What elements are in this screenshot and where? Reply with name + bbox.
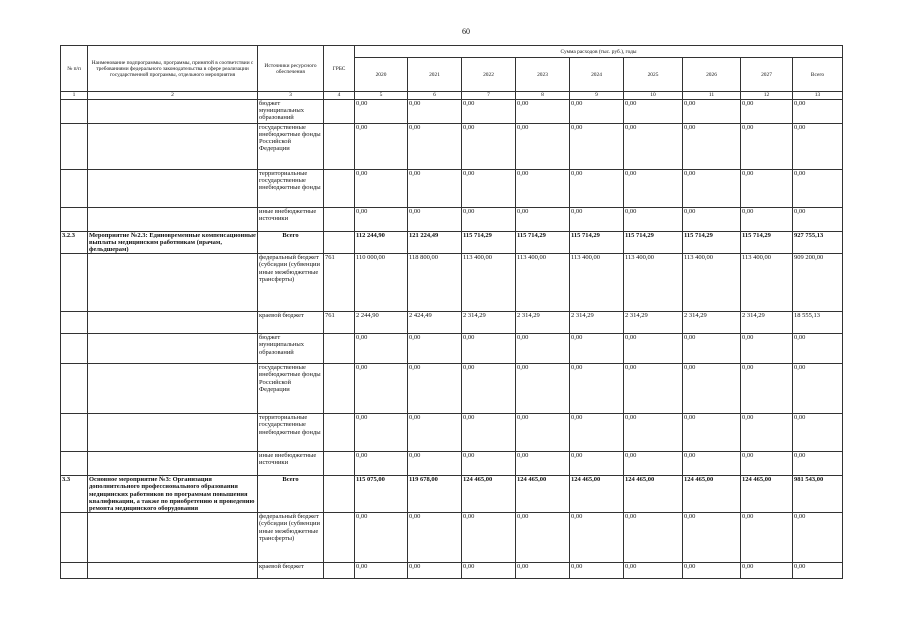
row-value-cell: 113 400,00 [570, 254, 624, 312]
row-grbs-cell [324, 169, 355, 207]
table-row [61, 452, 843, 476]
row-grbs-cell [324, 123, 355, 169]
row-source-cell: краевой бюджет [258, 312, 324, 334]
row-grbs-cell [324, 207, 355, 231]
column-number: 3 [258, 92, 324, 100]
header-grbs: ГРБС [324, 46, 355, 92]
page-number: 60 [462, 27, 470, 36]
row-grbs-cell: 761 [324, 312, 355, 334]
row-value-cell: 2 314,29 [516, 312, 570, 334]
row-value-cell: 0,00 [462, 207, 516, 231]
row-value-cell: 124 465,00 [741, 476, 793, 513]
row-name-cell [88, 513, 258, 563]
table-row [61, 513, 843, 563]
row-value-cell: 927 755,13 [793, 231, 843, 254]
column-number: 10 [624, 92, 683, 100]
column-number: 4 [324, 92, 355, 100]
table-row [61, 414, 843, 452]
header-name: Наименование подпрограммы, программы, принятой в соответствии с требованиями федерального законодательства в сфере реализации государственной программы, отдельного мероприятия [88, 46, 258, 92]
row-name-cell [88, 123, 258, 169]
row-value-cell: 0,00 [408, 452, 462, 476]
row-value-cell: 0,00 [570, 513, 624, 563]
row-value-cell: 0,00 [741, 99, 793, 123]
row-value-cell: 0,00 [462, 123, 516, 169]
table-row [61, 99, 843, 123]
row-value-cell: 0,00 [462, 169, 516, 207]
row-name-cell [88, 414, 258, 452]
row-value-cell: 0,00 [516, 563, 570, 579]
row-value-cell: 0,00 [793, 414, 843, 452]
header-num: № п/п [61, 46, 88, 92]
row-num-cell: 3.2.3 [61, 231, 88, 254]
row-value-cell: 0,00 [624, 452, 683, 476]
row-value-cell: 0,00 [570, 169, 624, 207]
table-row [61, 207, 843, 231]
row-value-cell: 0,00 [741, 513, 793, 563]
row-num-cell [61, 207, 88, 231]
column-number: 9 [570, 92, 624, 100]
row-value-cell: 0,00 [355, 513, 408, 563]
row-grbs-cell [324, 476, 355, 513]
row-value-cell: 0,00 [355, 334, 408, 364]
row-source-cell: бюджет муниципальных образований [258, 99, 324, 123]
row-value-cell: 0,00 [516, 169, 570, 207]
row-grbs-cell [324, 513, 355, 563]
row-num-cell [61, 513, 88, 563]
row-value-cell: 124 465,00 [624, 476, 683, 513]
header-source: Источники ресурсного обеспечения [258, 46, 324, 92]
row-value-cell: 0,00 [624, 169, 683, 207]
row-value-cell: 0,00 [408, 99, 462, 123]
row-name-cell: Мероприятие №2.3: Единовременные компенсационные выплаты медицинским работникам (врачам, фельдшерам) [89, 231, 256, 253]
row-value-cell: 0,00 [683, 513, 741, 563]
row-value-cell: 113 400,00 [462, 254, 516, 312]
row-grbs-cell [324, 364, 355, 414]
row-value-cell: 0,00 [624, 563, 683, 579]
row-value-cell: 0,00 [793, 364, 843, 414]
row-name-cell [88, 207, 258, 231]
header-group: Сумма расходов (тыс. руб.), годы [355, 46, 843, 58]
row-num-cell [61, 563, 88, 579]
row-value-cell: 0,00 [793, 452, 843, 476]
row-value-cell: 0,00 [408, 563, 462, 579]
row-num-cell [61, 254, 88, 312]
table-row [61, 563, 843, 579]
row-num-cell: 3.3 [61, 476, 88, 513]
row-value-cell: 124 465,00 [516, 476, 570, 513]
row-value-cell: 0,00 [570, 99, 624, 123]
row-value-cell: 981 543,00 [793, 476, 843, 513]
row-value-cell: 2 314,29 [741, 312, 793, 334]
row-source-cell: государственные внебюджетные фонды Российской Федерации [258, 364, 324, 414]
row-grbs-cell [324, 452, 355, 476]
row-value-cell: 115 714,29 [741, 231, 793, 254]
row-num-cell [61, 452, 88, 476]
row-value-cell: 0,00 [683, 169, 741, 207]
row-value-cell: 0,00 [624, 207, 683, 231]
row-grbs-cell: 761 [324, 254, 355, 312]
row-value-cell: 113 400,00 [741, 254, 793, 312]
row-value-cell: 0,00 [355, 364, 408, 414]
row-value-cell: 110 000,00 [355, 254, 408, 312]
row-value-cell: 0,00 [516, 334, 570, 364]
row-value-cell: 115 714,29 [570, 231, 624, 254]
row-source-cell: территориальные государственные внебюджетные фонды [258, 414, 324, 452]
row-value-cell: 0,00 [570, 452, 624, 476]
row-grbs-cell [324, 334, 355, 364]
row-grbs-cell [324, 231, 355, 254]
row-value-cell: 0,00 [741, 452, 793, 476]
row-value-cell: 0,00 [408, 207, 462, 231]
header-year: 2026 [683, 58, 741, 92]
row-name-cell [88, 563, 258, 579]
row-value-cell: 0,00 [408, 364, 462, 414]
row-value-cell: 18 555,13 [793, 312, 843, 334]
row-value-cell: 0,00 [741, 334, 793, 364]
row-value-cell: 0,00 [793, 513, 843, 563]
row-value-cell: 0,00 [355, 99, 408, 123]
row-name-cell [88, 452, 258, 476]
row-source-cell: иные внебюджетные источники [258, 207, 324, 231]
row-value-cell: 113 400,00 [683, 254, 741, 312]
header-year: 2023 [516, 58, 570, 92]
row-grbs-cell [324, 414, 355, 452]
row-value-cell: 0,00 [570, 364, 624, 414]
row-value-cell: 2 314,29 [683, 312, 741, 334]
header-year: 2027 [741, 58, 793, 92]
header-year: 2025 [624, 58, 683, 92]
row-grbs-cell [324, 563, 355, 579]
column-number: 12 [741, 92, 793, 100]
row-source-cell: Всего [258, 476, 324, 513]
row-name-cell [88, 312, 258, 334]
column-number: 2 [88, 92, 258, 100]
row-value-cell: 0,00 [683, 364, 741, 414]
row-value-cell: 0,00 [516, 99, 570, 123]
row-value-cell: 112 244,90 [355, 231, 408, 254]
row-value-cell: 0,00 [570, 414, 624, 452]
table-row [61, 476, 843, 513]
row-value-cell: 0,00 [624, 123, 683, 169]
row-value-cell: 115 075,00 [355, 476, 408, 513]
row-value-cell: 0,00 [355, 207, 408, 231]
row-value-cell: 124 465,00 [683, 476, 741, 513]
row-value-cell: 0,00 [683, 414, 741, 452]
row-value-cell: 0,00 [408, 123, 462, 169]
row-value-cell: 0,00 [624, 513, 683, 563]
row-value-cell: 0,00 [793, 207, 843, 231]
row-value-cell: 0,00 [516, 123, 570, 169]
row-num-cell [61, 99, 88, 123]
row-value-cell: 0,00 [462, 513, 516, 563]
row-name-cell [88, 254, 258, 312]
row-name-cell [88, 169, 258, 207]
table-row [61, 334, 843, 364]
row-value-cell: 0,00 [741, 169, 793, 207]
row-value-cell: 0,00 [355, 169, 408, 207]
row-value-cell: 0,00 [516, 513, 570, 563]
row-value-cell: 0,00 [408, 414, 462, 452]
table-row [61, 123, 843, 169]
column-number: 11 [683, 92, 741, 100]
row-name-cell [88, 334, 258, 364]
column-number: 13 [793, 92, 843, 100]
column-number: 8 [516, 92, 570, 100]
row-value-cell: 0,00 [624, 364, 683, 414]
row-grbs-cell [324, 99, 355, 123]
row-num-cell [61, 169, 88, 207]
row-value-cell: 115 714,29 [516, 231, 570, 254]
row-value-cell: 124 465,00 [462, 476, 516, 513]
row-value-cell: 0,00 [683, 452, 741, 476]
row-num-cell [61, 312, 88, 334]
row-name-cell: Основное мероприятие №3: Организация дополнительного профессионального образования медицинских работников по программам повышения квалификации, а также по приобретению и проведению ремонта медицинского оборудования [88, 476, 258, 513]
row-source-cell: государственные внебюджетные фонды Российской Федерации [258, 123, 324, 169]
row-value-cell: 115 714,29 [624, 231, 683, 254]
row-source-cell: федеральный бюджет (субсидии (субвенции иные межбюджетные трансферты) [258, 513, 324, 563]
row-num-cell [61, 414, 88, 452]
row-value-cell: 0,00 [624, 99, 683, 123]
row-value-cell: 0,00 [793, 99, 843, 123]
row-value-cell: 0,00 [793, 123, 843, 169]
row-value-cell: 0,00 [516, 452, 570, 476]
row-value-cell: 2 424,49 [408, 312, 462, 334]
row-value-cell: 119 678,00 [408, 476, 462, 513]
row-value-cell: 0,00 [462, 364, 516, 414]
row-value-cell: 0,00 [741, 364, 793, 414]
column-number: 7 [462, 92, 516, 100]
table-row [61, 231, 843, 254]
row-value-cell: 0,00 [462, 99, 516, 123]
row-value-cell: 124 465,00 [570, 476, 624, 513]
header-year: 2024 [570, 58, 624, 92]
row-value-cell: 0,00 [570, 334, 624, 364]
table-body [61, 99, 843, 579]
row-source-cell: Всего [258, 231, 324, 254]
row-value-cell: 0,00 [355, 123, 408, 169]
row-value-cell: 0,00 [462, 414, 516, 452]
row-value-cell: 0,00 [408, 513, 462, 563]
table-row [61, 312, 843, 334]
row-num-cell [61, 364, 88, 414]
row-value-cell: 115 714,29 [683, 231, 741, 254]
row-num-cell [61, 334, 88, 364]
row-value-cell: 0,00 [793, 334, 843, 364]
row-value-cell: 0,00 [462, 563, 516, 579]
row-value-cell: 909 200,00 [793, 254, 843, 312]
row-value-cell: 0,00 [462, 452, 516, 476]
row-value-cell: 2 244,90 [355, 312, 408, 334]
table-row [61, 169, 843, 207]
column-number: 1 [61, 92, 88, 100]
row-value-cell: 118 800,00 [408, 254, 462, 312]
row-value-cell: 0,00 [741, 123, 793, 169]
column-numbers-row [61, 92, 843, 100]
row-source-cell: краевой бюджет [258, 563, 324, 579]
row-value-cell: 113 400,00 [516, 254, 570, 312]
row-name-cell [88, 99, 258, 123]
row-value-cell: 0,00 [683, 334, 741, 364]
row-value-cell: 0,00 [516, 364, 570, 414]
row-value-cell: 0,00 [408, 334, 462, 364]
row-source-cell: бюджет муниципальных образований [258, 334, 324, 364]
header-year: 2021 [408, 58, 462, 92]
row-value-cell: 0,00 [570, 563, 624, 579]
row-value-cell: 0,00 [516, 207, 570, 231]
header-year: Всего [793, 58, 843, 92]
row-num-cell [61, 123, 88, 169]
column-number: 5 [355, 92, 408, 100]
table-row [61, 254, 843, 312]
header-year: 2022 [462, 58, 516, 92]
row-value-cell: 113 400,00 [624, 254, 683, 312]
row-value-cell: 0,00 [624, 334, 683, 364]
row-value-cell: 0,00 [355, 563, 408, 579]
expenditure-table [60, 45, 843, 579]
row-value-cell: 0,00 [462, 334, 516, 364]
row-value-cell: 0,00 [741, 207, 793, 231]
row-value-cell: 121 224,49 [408, 231, 462, 254]
row-value-cell: 0,00 [624, 414, 683, 452]
row-value-cell: 0,00 [741, 414, 793, 452]
row-value-cell: 0,00 [741, 563, 793, 579]
row-name-cell [88, 364, 258, 414]
row-value-cell: 0,00 [683, 563, 741, 579]
row-value-cell: 0,00 [683, 207, 741, 231]
row-value-cell: 2 314,29 [624, 312, 683, 334]
row-value-cell: 0,00 [683, 123, 741, 169]
row-value-cell: 0,00 [570, 123, 624, 169]
row-value-cell: 0,00 [355, 414, 408, 452]
row-value-cell: 115 714,29 [462, 231, 516, 254]
row-value-cell: 0,00 [516, 414, 570, 452]
table-row [61, 364, 843, 414]
row-value-cell: 0,00 [683, 99, 741, 123]
row-source-cell: территориальные государственные внебюджетные фонды [258, 169, 324, 207]
header-year: 2020 [355, 58, 408, 92]
row-value-cell: 2 314,29 [462, 312, 516, 334]
column-number: 6 [408, 92, 462, 100]
row-value-cell: 0,00 [793, 169, 843, 207]
row-source-cell: федеральный бюджет (субсидии (субвенции иные межбюджетные трансферты) [258, 254, 324, 312]
row-value-cell: 2 314,29 [570, 312, 624, 334]
row-value-cell: 0,00 [355, 452, 408, 476]
row-value-cell: 0,00 [570, 207, 624, 231]
row-source-cell: иные внебюджетные источники [258, 452, 324, 476]
row-value-cell: 0,00 [793, 563, 843, 579]
row-value-cell: 0,00 [408, 169, 462, 207]
